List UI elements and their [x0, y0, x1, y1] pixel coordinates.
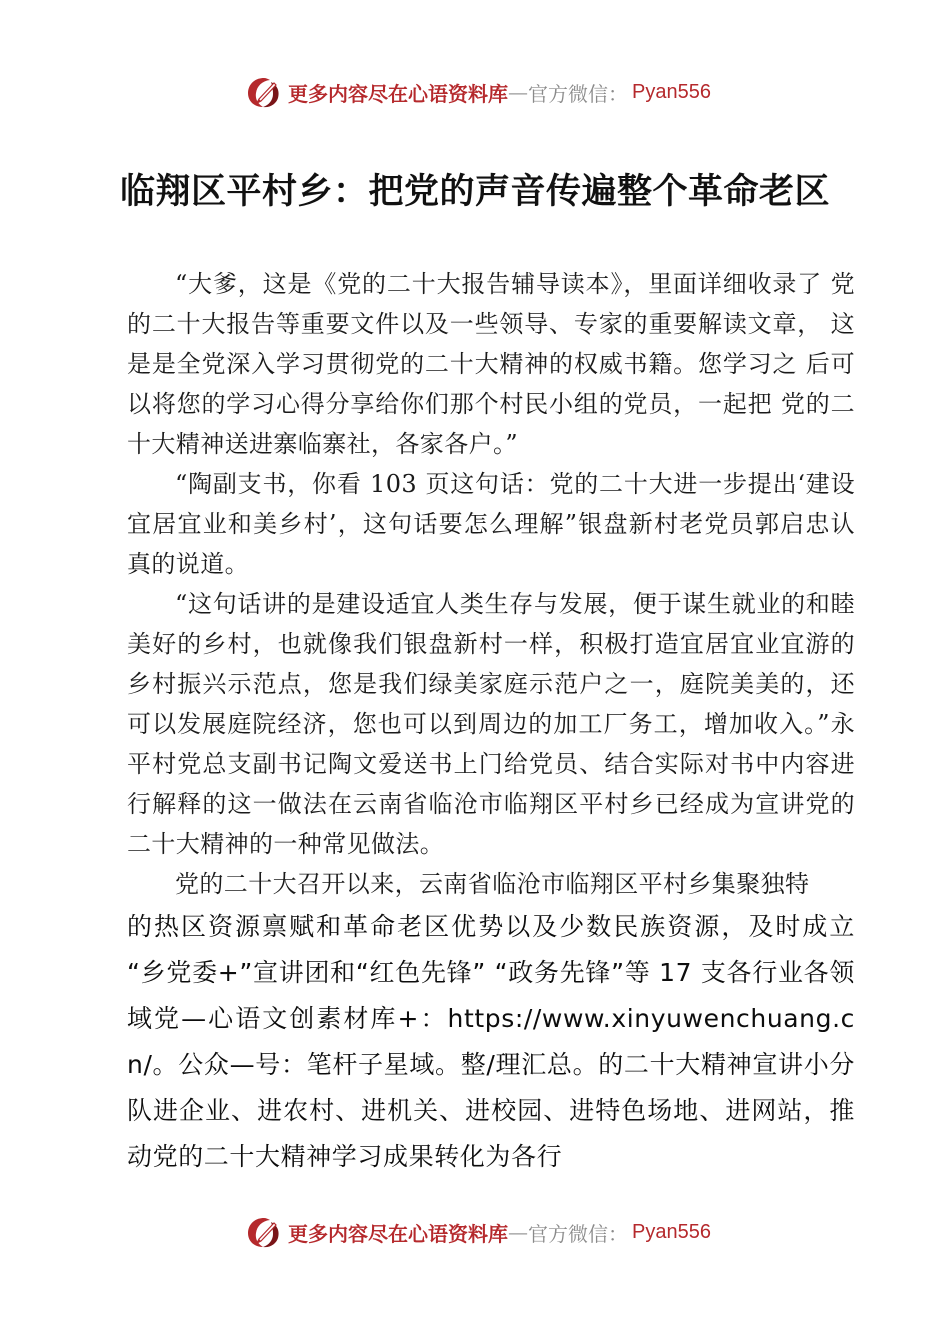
banner-dash: —: [508, 1220, 528, 1244]
banner-main-text: 更多内容尽在心语资料库: [288, 81, 508, 106]
paragraph: “大爹，这是《党的二十大报告辅导读本》，里面详细收录了 党的二十大报告等重要文件以及一些领导、专家的重要解读文章， 这是是全党深入学习贯彻党的二十大精神的权威书籍。您学习之 后可以将您的学习心得分享给你们那个村民小组的党员，一起把 党的二十大精神送进寨临寨社，各家各户。”: [127, 270, 855, 458]
pen-logo-icon: [244, 1212, 284, 1252]
footer-banner: [244, 1212, 711, 1252]
paragraph-sans: 的热区资源禀赋和革命老区优势以及少数民族资源，及时成立 “乡党委+”宣讲团和“红色先锋” “政务先锋”等 17 支各行业各领域党—心语文创素材库+：https://www.xinyuwenchuang.cn/。公众—号：笔杆子星域。整/理汇总。的二十大精神宣讲小分队进企业、进农村、进机关、进校园、进特色场地、进网站，推动党的二十大精神学习成果转化为各行: [127, 912, 855, 1171]
pen-logo-icon: [244, 72, 284, 112]
article-title: 临翔区平村乡：把党的声音传遍整个革命老区: [119, 171, 830, 212]
paragraph: “陶副支书，你看 103 页这句话：党的二十大进一步提出‘建设宜居宜业和美乡村’，这句话要怎么理解”银盘新村老党员郭启忠认真的说道。: [127, 470, 855, 578]
article-body: [127, 264, 855, 1180]
header-banner: [244, 72, 711, 112]
banner-dash: —: [508, 80, 528, 104]
banner-wechat-label: 官方微信：: [528, 81, 628, 106]
banner-main-text: 更多内容尽在心语资料库: [288, 1221, 508, 1246]
banner-wechat-label: 官方微信：: [528, 1221, 628, 1246]
banner-wechat-id: Pyan556: [632, 80, 711, 103]
banner-wechat-id: Pyan556: [632, 1220, 711, 1243]
paragraph: “这句话讲的是建设适宜人类生存与发展，便于谋生就业的和睦美好的乡村，也就像我们银盘新村一样，积极打造宜居宜业宜游的乡村振兴示范点，您是我们绿美家庭示范户之一，庭院美美的，还可以发展庭院经济，您也可以到周边的加工厂务工，增加收入。”永平村党总支副书记陶文爱送书上门给党员、结合实际对书中内容进行解释的这一做法在云南省临沧市临翔区平村乡已经成为宣讲党的二十大精神的一种常见做法。: [127, 590, 855, 858]
paragraph: 党的二十大召开以来，云南省临沧市临翔区平村乡集聚独特: [175, 870, 810, 898]
